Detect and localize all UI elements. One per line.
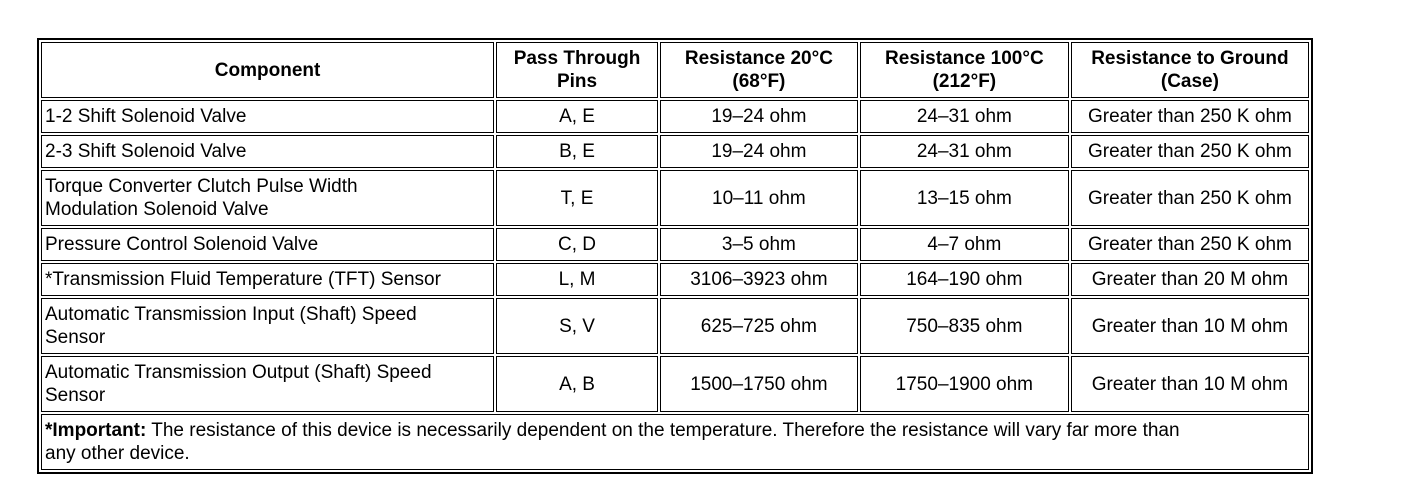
cell-resistance-to-ground: Greater than 10 M ohm bbox=[1071, 356, 1309, 412]
column-header-line: Resistance 20°C bbox=[684, 48, 833, 69]
cell-component bbox=[41, 135, 494, 168]
cell-resistance-20c: 1500–1750 ohm bbox=[660, 356, 858, 412]
column-header-line: (212°F) bbox=[932, 71, 997, 92]
column-header-line: Component bbox=[214, 59, 321, 81]
cell-resistance-to-ground: Greater than 20 M ohm bbox=[1071, 263, 1309, 296]
column-header-line: (68°F) bbox=[732, 71, 786, 92]
cell-component bbox=[41, 170, 494, 226]
resistance-spec-table bbox=[37, 38, 1313, 474]
cell-pass-through-pins: A, E bbox=[496, 100, 658, 133]
table-row bbox=[41, 100, 1309, 133]
cell-component bbox=[41, 228, 494, 261]
component-name-line: Automatic Transmission Input (Shaft) Speed bbox=[45, 304, 417, 325]
column-header-line: Resistance to Ground bbox=[1091, 48, 1289, 69]
cell-component bbox=[41, 356, 494, 412]
cell-component bbox=[41, 100, 494, 133]
component-name-line: Sensor bbox=[45, 327, 106, 348]
cell-resistance-to-ground: Greater than 250 K ohm bbox=[1071, 228, 1309, 261]
table-row bbox=[41, 135, 1309, 168]
cell-resistance-20c: 625–725 ohm bbox=[660, 298, 858, 354]
cell-resistance-20c: 19–24 ohm bbox=[660, 135, 858, 168]
component-name-line: *Transmission Fluid Temperature (TFT) Sensor bbox=[45, 269, 441, 290]
table-row bbox=[41, 263, 1309, 296]
component-name-line: Sensor bbox=[45, 385, 106, 406]
cell-component bbox=[41, 263, 494, 296]
component-name-line: Pressure Control Solenoid Valve bbox=[45, 234, 319, 255]
cell-component bbox=[41, 298, 494, 354]
cell-resistance-100c: 24–31 ohm bbox=[860, 135, 1069, 168]
cell-resistance-20c: 10–11 ohm bbox=[660, 170, 858, 226]
column-header-resistance-100c bbox=[860, 42, 1069, 98]
cell-resistance-100c: 1750–1900 ohm bbox=[860, 356, 1069, 412]
component-name-line: 1-2 Shift Solenoid Valve bbox=[45, 106, 247, 127]
table-row bbox=[41, 356, 1309, 412]
important-note-text: The resistance of this device is necessarily dependent on the temperature. Therefore the resistance will vary far more than bbox=[146, 420, 1180, 441]
component-name-line: Torque Converter Clutch Pulse Width bbox=[45, 176, 358, 197]
table-row bbox=[41, 298, 1309, 354]
cell-resistance-100c: 24–31 ohm bbox=[860, 100, 1069, 133]
cell-resistance-to-ground: Greater than 250 K ohm bbox=[1071, 135, 1309, 168]
important-note bbox=[41, 414, 1309, 470]
important-note-text-continued: any other device. bbox=[45, 443, 190, 464]
cell-pass-through-pins: T, E bbox=[496, 170, 658, 226]
column-header-pass-through-pins bbox=[496, 42, 658, 98]
table-body bbox=[41, 100, 1309, 470]
table-note-row bbox=[41, 414, 1309, 470]
cell-resistance-100c: 164–190 ohm bbox=[860, 263, 1069, 296]
table-header-row bbox=[41, 42, 1309, 98]
important-note-label: *Important: bbox=[45, 420, 147, 441]
cell-resistance-100c: 750–835 ohm bbox=[860, 298, 1069, 354]
cell-pass-through-pins: S, V bbox=[496, 298, 658, 354]
cell-resistance-100c: 13–15 ohm bbox=[860, 170, 1069, 226]
table-row bbox=[41, 170, 1309, 226]
column-header-component bbox=[41, 42, 494, 98]
column-header-line: Pass Through bbox=[513, 48, 641, 69]
table-row bbox=[41, 228, 1309, 261]
cell-resistance-to-ground: Greater than 10 M ohm bbox=[1071, 298, 1309, 354]
cell-resistance-20c: 3106–3923 ohm bbox=[660, 263, 858, 296]
cell-resistance-to-ground: Greater than 250 K ohm bbox=[1071, 170, 1309, 226]
cell-pass-through-pins: L, M bbox=[496, 263, 658, 296]
column-header-resistance-20c bbox=[660, 42, 858, 98]
cell-resistance-100c: 4–7 ohm bbox=[860, 228, 1069, 261]
cell-pass-through-pins: A, B bbox=[496, 356, 658, 412]
column-header-line: Resistance 100°C bbox=[885, 48, 1044, 69]
cell-resistance-20c: 19–24 ohm bbox=[660, 100, 858, 133]
resistance-table-container bbox=[37, 38, 1313, 474]
cell-pass-through-pins: B, E bbox=[496, 135, 658, 168]
component-name-line: Automatic Transmission Output (Shaft) Speed bbox=[45, 362, 432, 383]
cell-pass-through-pins: C, D bbox=[496, 228, 658, 261]
column-header-line: Pins bbox=[556, 71, 598, 92]
component-name-line: Modulation Solenoid Valve bbox=[45, 199, 269, 220]
cell-resistance-to-ground: Greater than 250 K ohm bbox=[1071, 100, 1309, 133]
column-header-resistance-to-ground bbox=[1071, 42, 1309, 98]
column-header-line: (Case) bbox=[1160, 71, 1219, 92]
component-name-line: 2-3 Shift Solenoid Valve bbox=[45, 141, 247, 162]
cell-resistance-20c: 3–5 ohm bbox=[660, 228, 858, 261]
